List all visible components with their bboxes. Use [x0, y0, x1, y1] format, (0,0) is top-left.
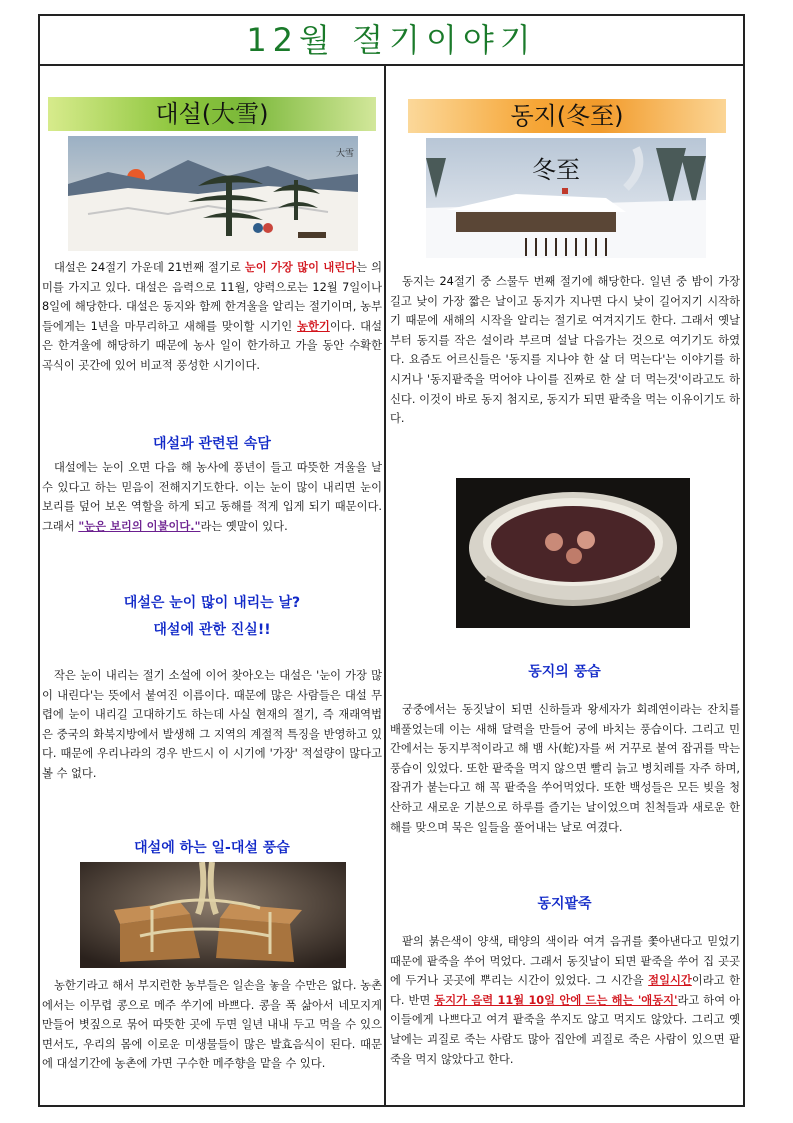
- truth-heading-line2: 대설에 관한 진실!!: [153, 622, 271, 638]
- jeolil-emphasis: 절일시간: [648, 974, 692, 988]
- meju-image: [80, 862, 346, 968]
- truth-paragraph: 작은 눈이 내리는 절기 소설에 이어 찾아오는 대설은 '눈이 가장 많이 내린다'는 뜻에서 붙여진 이름이다. 때문에 많은 사람들은 대설 무렵에 눈이 내리길 고대하기도 하는데 사실 현재의 절기, 즉 재래역법은 중국의 화북지방에서 발생해 그 지역의 계절적 특징을 반영하고 있다. 때문에 우리나라의 경우 반드시 이 시기에 '가장' 적설량이 많다고 볼 수 없다.: [42, 669, 382, 780]
- dongji-village-image: [426, 138, 706, 258]
- daeseol-painting: [68, 136, 358, 251]
- page-title: 12월 절기이야기: [246, 21, 537, 59]
- proverb-quote: "눈은 보리의 이불이다.": [78, 519, 201, 533]
- truth-heading: [40, 590, 384, 644]
- daeseol-intro-text-3: 이다. 대설은 한겨울에 해당하기 때문에 농사 일이 한가하고 가을 동안 수확한 곡식이 곳간에 있어 비교적 풍성한 시기이다.: [42, 319, 382, 372]
- patjuk-text-2: 이라고 한다. 반면: [390, 974, 741, 1007]
- dongji-custom-paragraph: 궁중에서는 동짓날이 되면 신하들과 왕세자가 회례연이라는 잔치를 배풀었는데 이는 새해 달력을 만들어 궁에 바치는 풍습이다. 그리고 민간에서는 동지부적이라고 해 뱀 사(蛇)자를 써 거꾸로 붙여 잡귀를 막는 풍습이 있었다. 또한 팥죽을 먹지 않으면 빨리 늙고 병치레를 자주 하며, 잡귀가 붙는다고 해 꼭 팥죽을 쑤어먹었다. 또한 백성들은 모든 빚을 청산하고 새로운 기분으로 하루를 즐기는 날이었으며 친척들과 새로운 한해를 맞으며 묵은 일들을 풀어내는 날로 여겼다.: [390, 703, 740, 834]
- aedongji-emphasis: 동지가 음력 11월 10일 안에 드는 해는 '애동지': [434, 993, 678, 1007]
- custom-paragraph: 농한기라고 해서 부지런한 농부들은 일손을 놓을 수만은 없다. 농촌에서는 이무렵 콩으로 메주 쑤기에 바쁘다. 콩을 푹 삶아서 네모지게 만들어 볏짚으로 묶어 따뜻한 곳에 두면 일년 내내 두고 먹을 수 있으면서도, 우리의 몸에 이로운 미생물들이 많은 발효음식이 된다. 때문에 대설기간에 농촌에 가면 구수한 메주향을 맡을 수 있다.: [42, 979, 382, 1071]
- daeseol-intro-text-2: 는 의미를 가지고 있다. 대설은 음력으로 11월, 양력으로는 12월 7일이나 8일에 해당한다. 대설은 동지와 함께 한겨울을 알리는 절기이며, 농부들에게는 1년을 마무리하고 새해를 맞이할 시기인: [42, 261, 383, 333]
- proverb-paragraph: [42, 458, 382, 536]
- left-column: [40, 66, 384, 1107]
- right-column: [386, 66, 743, 1107]
- daeseol-intro-paragraph: [42, 258, 382, 376]
- svg-text:大雪: 大雪: [336, 149, 355, 159]
- patjuk-image: [456, 478, 690, 628]
- daeseol-header: 대설(大雪): [48, 97, 376, 131]
- proverb-text-2: 라는 옛말이 있다.: [200, 519, 288, 533]
- proverb-text: 대설에는 눈이 오면 다음 해 농사에 풍년이 들고 따뜻한 겨울을 날 수 있다고 하는 믿음이 전해지기도한다. 이는 눈이 많이 내리면 눈이 보리를 덮어 보온 역할을 하게 되고 동해를 적게 입게 되기 때문이다. 그래서: [42, 461, 382, 533]
- patjuk-heading: 동지팥죽: [537, 896, 592, 912]
- patjuk-text: 팥의 붉은색이 양색, 태양의 색이라 여겨 음귀를 쫓아낸다고 믿었기 때문에 팥죽을 쑤어 먹었다. 그래서 동짓날이 되면 팥죽을 쑤어 집 곳곳에 두거나 곳곳에 뿌리는 시간이 있었다. 그 시간을: [390, 935, 740, 988]
- dongji-header: 동지(冬至): [408, 99, 726, 133]
- title-row: [40, 16, 743, 66]
- patjuk-text-3: 라고 하여 아이들에게 나쁘다고 여겨 팥죽을 쑤지도 않고 먹지도 않았다. 그리고 옛날에는 괴질로 죽는 사람도 많아 집안에 괴질로 죽은 사람이 있으면 팥죽을 먹지 않았다고 한다.: [390, 993, 741, 1066]
- dongji-intro-paragraph: 동지는 24절기 중 스물두 번째 절기에 해당한다. 일년 중 밤이 가장 길고 낮이 가장 짧은 날이고 동지가 지나면 다시 낮이 길어지기 시작하기 때문에 새해의 시작을 알리는 절기로 여겨지기도 한다. 그래서 옛날부터 동지를 작은 설이라 부르며 설날 다음가는 것으로 여기기도 하였다. 요즘도 어르신들은 '동지를 지나야 한 살 더 먹는다'는 이야기를 하시거나 '동지팥죽을 먹어야 나이를 진짜로 한 살 더 먹는것'이라고도 하신다. 이것이 바로 동지 첨지로, 동지가 되면 팥죽을 먹는 이유이기도 하다.: [390, 275, 740, 426]
- dongji-custom-heading: 동지의 풍습: [528, 664, 601, 680]
- truth-heading-line1: 대설은 눈이 많이 내리는 날?: [123, 595, 301, 611]
- custom-heading: 대설에 하는 일-대설 풍습: [134, 840, 290, 856]
- patjuk-paragraph: [390, 932, 740, 1069]
- proverb-heading: 대설과 관련된 속담: [153, 436, 271, 452]
- page-frame: [38, 14, 745, 1107]
- daeseol-emphasis: 눈이 가장 많이 내린다: [244, 261, 357, 274]
- dongji-calligraphy: 冬至: [532, 156, 580, 184]
- daeseol-intro-text: 대설은 24절기 가운데 21번째 절기로: [54, 261, 245, 274]
- nonghangi-emphasis: 농한기: [297, 319, 330, 333]
